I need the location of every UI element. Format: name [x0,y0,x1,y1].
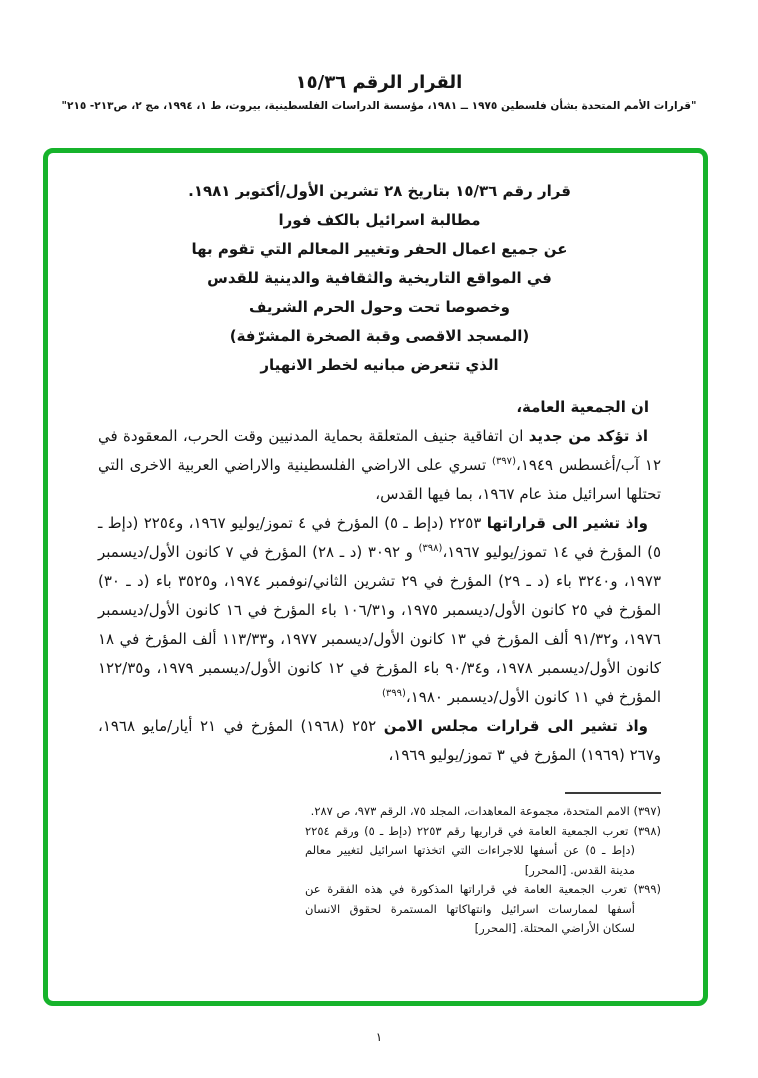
footnote-ref-399: (٣٩٩) [381,688,406,699]
paragraph-lead: واذ تشير الى قراراتها [486,514,648,532]
footnote-399 [305,880,661,939]
preambular-paragraph-2 [98,509,661,712]
paragraph-text: و ٣٠٩٢ (د ـ ٢٨) المؤرخ في ٧ كانون الأول/ديسمبر ١٩٧٣، و٣٢٤٠ باء (د ـ ٢٩) المؤرخ في ٢٩ تشرين الثاني/نوفمبر ١٩٧٤، و٣٥٢٥ باء (د ـ ٣٠) المؤرخ في ٢٥ كانون الأول/ديسمبر ١٩٧٥، و١٠٦/٣١ باء المؤرخ في ١٦ كانون الأول/ديسمبر ١٩٧٦، و٩١/٣٢ ألف المؤرخ في ١٣ كانون الأول/ديسمبر ١٩٧٧، و١١٣/٣٣ ألف المؤرخ في ١٨ كانون الأول/ديسمبر ١٩٧٨، و٩٠/٣٤ باء المؤرخ في ١٢ كانون الأول/ديسمبر ١٩٧٩، و١٢٢/٣٥ المؤرخ في ١١ كانون الأول/ديسمبر ١٩٨٠، [98,543,662,706]
title-line-3: عن جميع اعمال الحفر وتغيير المعالم التي تقوم بها [191,240,568,258]
resolution-frame [43,148,708,1006]
footnote-text: الامم المتحدة، مجموعة المعاهدات، المجلد ٧٥، الرقم ٩٧٣، ص ٢٨٧. [310,804,634,818]
footnote-ref-397: (٣٩٧) [492,456,516,467]
title-line-5: وخصوصا تحت وحول الحرم الشريف [249,298,510,316]
title-line-6: (المسجد الاقصى وقبة الصخرة المشرّفة) [229,327,530,345]
paragraph-text: ان اتفاقية جنيف المتعلقة بحماية المدنيين وقت الحرب، المعقودة في ١٢ آب/أغسطس ١٩٤٩، [98,427,662,474]
title-line-4: في المواقع التاريخية والثقافية والدينية للقدس [207,269,552,287]
salutation: ان الجمعية العامة، [516,398,649,416]
title-line-1: قرار رقم ١٥/٣٦ بتاريخ ٢٨ تشرين الأول/أكتوبر ١٩٨١. [188,182,571,200]
paragraph-text: ٢٥٢ (١٩٦٨) المؤرخ في ٢١ أيار/مايو ١٩٦٨، و٢٦٧ (١٩٦٩) المؤرخ في ٣ تموز/يوليو ١٩٦٩، [98,717,661,764]
title-line-7: الذي تتعرض مبانيه لخطر الانهيار [260,356,499,374]
footnotes-section [305,792,661,939]
footnote-marker: (٣٩٩) [633,882,661,896]
source-citation: "قرارات الأمم المتحدة بشأن فلسطين ١٩٧٥ ــ ١٩٨١، مؤسسة الدراسات الفلسطينية، بيروت، ط ١، ١٩٩٤، مج ٢، ص٢١٣- ٢١٥" [61,100,697,112]
footnote-text: تعرب الجمعية العامة في قراراتها المذكورة في هذه الفقرة عن أسفها لممارسات اسرائيل وانتهاكاتها المستمرة لحقوق الانسان لسكان الأراضي المحتلة. [المحرر] [305,882,635,935]
footnote-text: تعرب الجمعية العامة في قراريها رقم ٢٢٥٣ (دإط ـ ٥) ورقم ٢٢٥٤ (دإط ـ ٥) عن أسفها للاجراءات التي اتخذتها اسرائيل لتغيير معالم مدينة القدس. [المحرر] [305,823,635,877]
footnote-397 [305,802,661,822]
page-number: ١ [375,1030,383,1044]
footnote-398 [305,822,661,881]
footnote-ref-398: (٣٩٨) [418,543,443,554]
document-header [0,72,758,113]
paragraph-lead: واذ تشير الى قرارات مجلس الامن [383,717,648,735]
resolution-title-block [98,177,661,380]
paragraph-text: تسري على الاراضي الفلسطينية والاراضي العربية الاخرى التي تحتلها اسرائيل منذ عام ١٩٦٧، بما فيها القدس، [98,456,661,503]
paragraph-lead: اذ تؤكد من جديد [528,427,648,445]
paragraph-text: ٢٢٥٣ (دإط ـ ٥) المؤرخ في ٤ تموز/يوليو ١٩٦٧، و٢٢٥٤ (دإط ـ ٥) المؤرخ في ١٤ تموز/يوليو ١٩٦٧، [98,514,662,561]
preambular-paragraph-3 [98,712,661,770]
footnote-marker: (٣٩٧) [633,804,661,818]
footnote-separator [565,792,661,794]
resolution-number-heading: القرار الرقم ١٥/٣٦ [295,72,463,93]
preambular-paragraph-1 [98,422,661,509]
footnote-marker: (٣٩٨) [633,823,661,838]
title-line-2: مطالبة اسرائيل بالكف فورا [278,211,481,229]
